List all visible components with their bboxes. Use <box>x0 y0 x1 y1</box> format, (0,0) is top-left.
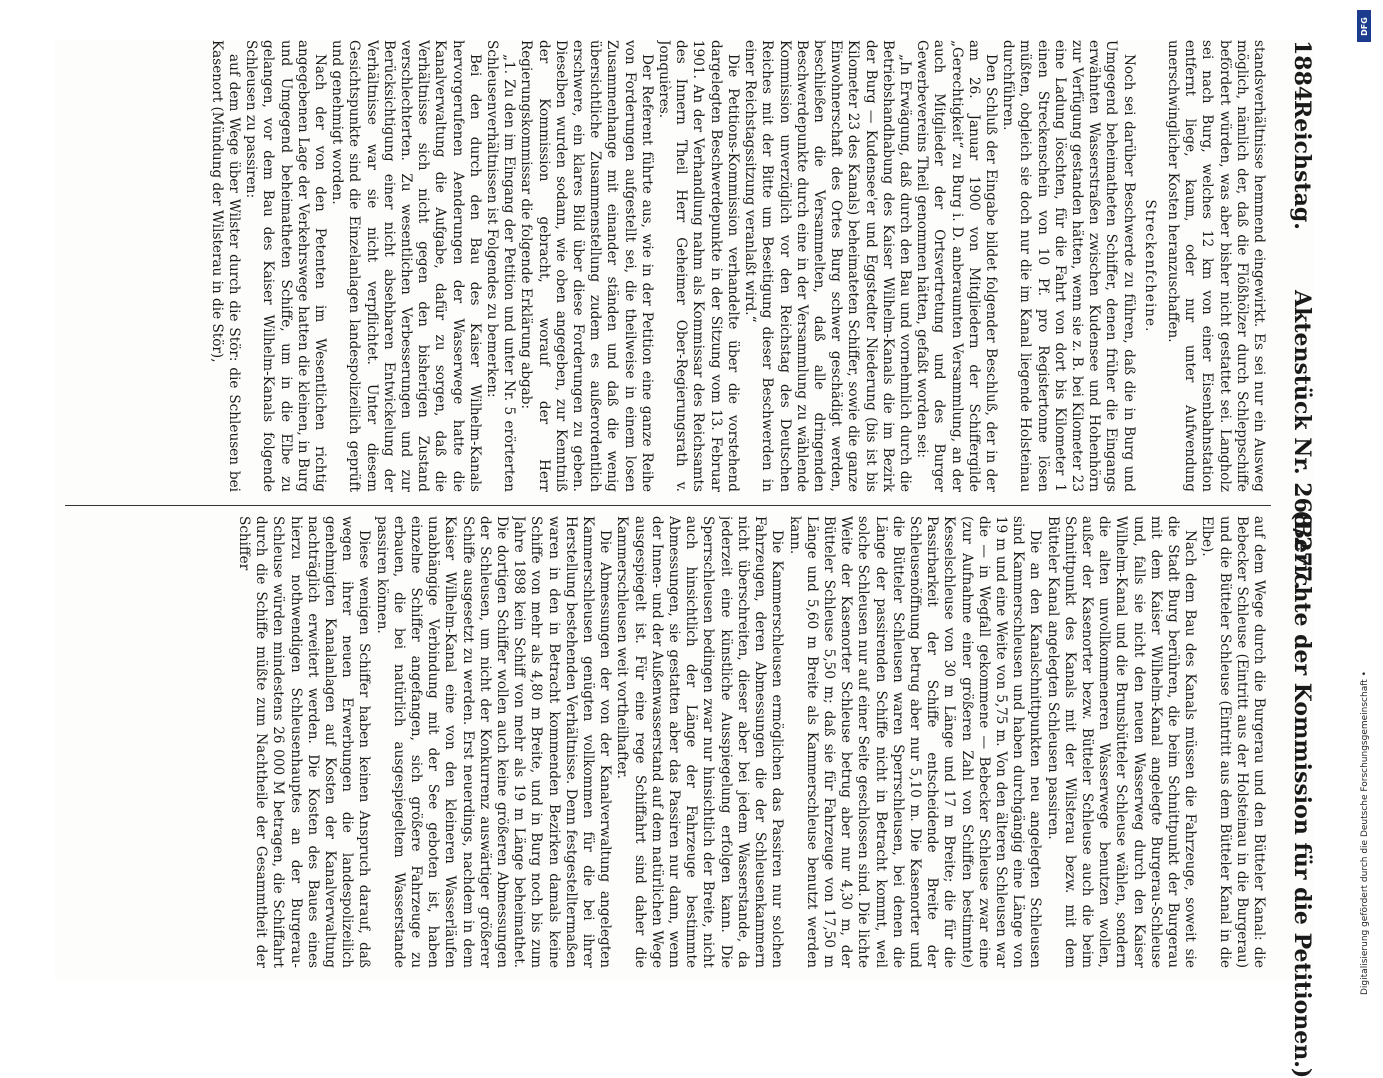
paragraph: Nach dem Bau des Kanals müssen die Fahrzeuge, soweit sie die Stadt Burg berühren, die beim Schnittpunkt der Burgerau mit dem Kaiser Wilhelm-Kanal angelegte Burgerau-Schleuse und, falls sie nicht den neuen Wasserweg durch den Kaiser Wilhelm-Kanal und die Brunsbütteler Schleuse wählen, sondern die alten unvollkommeneren Wasserwege benutzen wollen, außer der Kasenorter bezw. Bütteler Schleuse auch die beim Schnittpunkt des Kanals mit der Wilsterau bezw. mit dem Bütteler Kanal angelegten Schleusen passiren. <box>1044 516 1199 968</box>
column-divider <box>65 505 1271 506</box>
paragraph: Der Referent führte aus, wie in der Petition eine ganze Reihe von Forderungen aufgestellt sei, die theilweise in einem losen Zusammenhange mit einander ständen und daß die wenig übersichtliche Zusammenstellung zudem es außerordentlich erschwere, ein klares Bild über diese Forderungen zu geben. Dieselben wurden sodann, wie oben angegeben, zur Kenntniß der Kommission gebracht, worauf der Herr Regierungskommissar die folgende Erklärung abgab: <box>518 40 655 492</box>
paragraph: Noch sei darüber Beschwerde zu führen, daß die in Burg und Umgegend beheimatheten Schiffer, denen früher die Eingangs erwähnten Wasserstraßen zwischen Kudensee und Hohenhörn zur Verfügung gestanden hätten, wenn sie z. B. bei Kilometer 23 eine Ladung löschten, für die Fahrt von dort bis Kilometer 1 einen Streckenschein von 10 Pf. pro Registertonne lösen müßten, obgleich sie doch nur die im Kanal liegende Holsteinau durchführen. <box>1000 40 1137 492</box>
header-left-title: Reichstag. <box>1289 100 1315 230</box>
paragraph: standsverhältnisse hemmend eingewirkt. Es sei nur ein Ausweg möglich, nämlich der, daß die Flößhölzer durch Schleppschiffe befördert würden, was aber bisher nicht gestattet sei. Langholz sei nach Burg, welches 12 km von einer Eisenbahnstation entfernt liege, kaum, oder nur unter Aufwendung unerschwinglicher Kosten heranzuschaffen. <box>1164 40 1267 492</box>
header-document-reference: Aktenstück Nr. 268/277. <box>1289 290 1315 590</box>
paragraph: Bei den durch den Bau des Kaiser Wilhelm-Kanals hervorgerufenen Aenderungen der Wasserwege hatte die Kanalverwaltung die Aufgabe, dafür zu sorgen, daß die Verhältnisse sich nicht gegen den bisherigen Zustand verschlechterten. Zu wesentlichen Verbesserungen und zur Berücksichtigung einer nicht absehbaren Entwickelung der Verhältnisse war sie nicht verpflichtet. Unter diesem Gesichtspunkte sind die Einzelanlagen landespolizeilich geprüft und genehmigt worden. <box>329 40 483 492</box>
dfg-logo-icon <box>1357 10 1371 42</box>
left-column <box>67 40 1267 492</box>
paragraph: Nach der von den Petenten im Wesentlichen richtig angegebenen Lage der Verkehrswege hatten die kleinen, in Burg und Umgegend beheimatheten Schiffe, um in die Elbe zu gelangen, vor dem Bau des Kaiser Wilhelm-Kanals folgende Schleusen zu passiren: <box>243 40 329 492</box>
rotated-document-page <box>55 40 1315 1078</box>
page-number: 1884 <box>1289 40 1315 102</box>
section-heading: Streckenfcheine. <box>1141 199 1158 333</box>
paragraph: Den Schluß der Eingabe bildet folgender Beschluß, der in der am 26. Januar 1900 von Mitgliedern der Schiffergilde „Gerechtigkeit“ zu Burg i. D. anberaumten Versammlung, an der auch Mitglieder der Ortsvertretung und des Burger Gewerbevereins Theil genommen hätten, gefaßt worden sei: <box>914 40 999 492</box>
header-right-title: (Berichte der Kommission für die Petitionen.) <box>1289 510 1315 1078</box>
paragraph: „1. Zu den im Eingang der Petition und unter Nr. 5 erörterten Schleusenverhältnissen ist Folgendes zu bemerken: <box>484 40 518 492</box>
paragraph: Diese wenigen Schiffer haben keinen Anspruch darauf, daß wegen ihrer neuen Erwerbungen die landespolizeilich genehmigten Kanalanlagen auf Kosten der Kanalverwaltung nachträglich erweitert werden. Die Kosten des Baues eines hierzu nothwendigen Schleusenhauptes an der Burgerau-Schleuse würden mindestens 26 000 M betragen, die Schiffahrt durch die Schiffe müßte zum Nachtheile der Gesammtheit der Schiffer <box>236 516 373 968</box>
paragraph: „In Erwägung, daß durch den Bau und vornehmlich durch die Betriebshandhabung des Kaiser Wilhelm-Kanals die im Bezirk der Burg — Kudensee'er und Eggstedter Niederung (bis ist bis Kilometer 23 des Kanals) beheimateten Schiffer, sowie die ganze Einwohnerschaft des Ortes Burg schwer geschädigt werden, beschließen die Versammelten, daß alle dringenden Beschwerdepunkte durch eine in der Versammlung zu wählende Kommission unverzüglich vor den Reichstag des Deutschen Reiches mit der Bitte um Beseitigung dieser Beschwerden in einer Reichstagssitzung veranlaßt wird.“ <box>742 40 913 492</box>
paragraph: Die Kammerschleusen ermöglichen das Passiren nur solchen Fahrzeugen, deren Abmessungen die der Schleusenkammern nicht überschreiten, dieser aber bei jedem Wasserstande, da jederzeit eine künstliche Ausspiegelung erfolgen kann. Die Sperrschleusen bedingen zwar nur hinsichtlich der Breite, nicht auch hinsichtlich der Länge der Fahrzeuge bestimmte Abmessungen, sie gestatten aber das Passiren nur dann, wenn der Innen- und der Außenwasserstand auf dem natürlichen Wege ausgespiegelt ist. Für eine rege Schiffahrt sind daher die Kammerschleusen weit vortheilhafter. <box>614 516 786 968</box>
digitization-credit: Digitalisierung gefördert durch die Deutsche Forschungsgemeinschaft • <box>1360 671 1370 995</box>
logo-text: DFG <box>1359 16 1369 36</box>
paragraph: Die an den Kanalschnittpunkten neu angelegten Schleusen sind Kammerschleusen und haben durchgängig eine Länge von 19 m und eine Weite von 5,75 m. Von den älteren Schleusen war die — in Wegfall gekommene — Bebecker Schleuse zwar eine (zur Aufnahme einer größeren Zahl von Schiffen bestimmte) Kesselschleuse von 30 m Länge und 17 m Breite; die für die Passirbarkeit der Schiffe entscheidende Breite der Schleusenöffnung betrug aber nur 5,10 m. Die Kasenorter und die Bütteler Schleusen waren Sperrschleusen, bei denen die Länge der passirenden Schiffe nicht in Betracht kommt, weil solche Schleusen nur auf einer Seite geschlossen sind. Die lichte Weite der Kasenorter Schleuse betrug aber nur 4,30 m, der Bütteler Schleuse 5,50 m; daß sie für Fahrzeuge von 17,50 m Länge und 5,60 m Breite als Kammerschleuse benutzt werden kann. <box>786 516 1044 968</box>
paragraph: Die Abmessungen der von der Kanalverwaltung angelegten Kammerschleusen genügten vollkommen für die bei ihrer Herstellung bestehenden Verhältnisse. Denn festgestelltermaßen waren in den in Betracht kommenden Bezirken damals keine Schiffe von mehr als 4,80 m Breite, und in Burg noch bis zum Jahre 1898 kein Schiff von mehr als 19 m Länge beheimathet. Die dortigen Schiffer wollen auch keine größeren Abmessungen der Schleusen, um nicht der Konkurrenz auswärtiger größerer Schiffe ausgesetzt zu werden. Erst neuerdings, nachdem in dem Kaiser Wilhelm-Kanal eine von den kleineren Wasserläufen unabhängige Verbindung mit der See geboten ist, haben einzelne Schiffer angefangen, sich größere Fahrzeuge zu erbauen, die bei natürlich ausgespiegeltem Wasserstande passiren können. <box>373 516 614 968</box>
right-column <box>67 516 1267 968</box>
page-header <box>1279 40 1315 1078</box>
paragraph: auf dem Wege über Wilster durch die Stör: die Schleusen bei Kasenort (Mündung der Wilsterau in die Stör), <box>208 40 243 492</box>
paragraph: Die Petitions-Kommission verhandelte über die vorstehend dargelegten Beschwerdepunkte in der Sitzung vom 13. Februar 1901. An der Verhandlung nahm als Kommissar des Reichsamts des Innern Theil Herr Geheimer Ober-Regierungsrath v. Jonquières. <box>656 40 741 492</box>
paragraph: auf dem Wege durch die Burgerau und den Bütteler Kanal: die Bebecker Schleuse (Eintritt aus der Holsteinau in die Burgerau) und die Bütteler Schleuse (Eintritt aus dem Bütteler Kanal in die Elbe). <box>1199 516 1267 968</box>
